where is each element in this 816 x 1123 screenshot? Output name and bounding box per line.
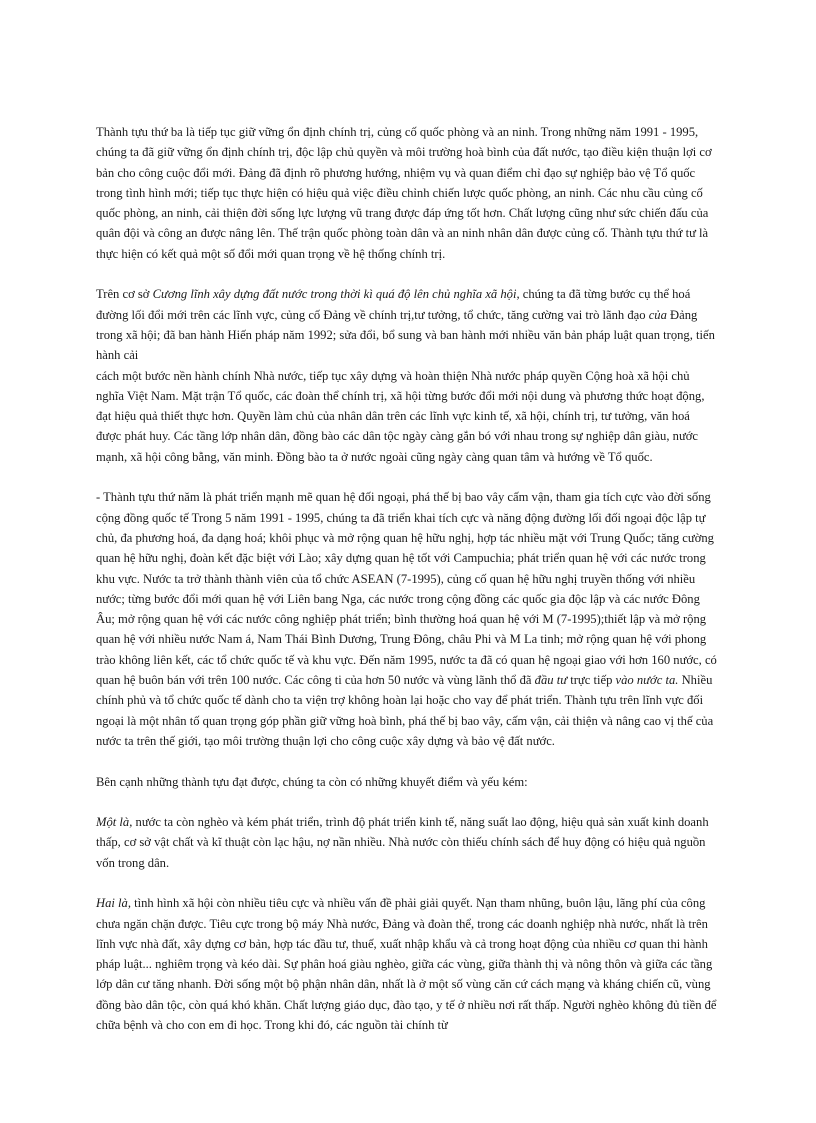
text-segment: - Thành tựu thứ năm là phát triển mạnh mẽ quan hệ đối ngoại, phá thế bị bao vây cấm vận, tham gia tích cực vào đời sống cộng đồng quốc tế Trong 5 năm 1991 - 1995, chúng ta đã triển khai tích cực và năng động đường lối đối ngoại độc lập tự chủ, đa phương hoá, đa dạng hoá; khôi phục và mở rộng quan hệ hữu nghị, hợp tác nhiều mặt với Trung Quốc; tăng cường quan hệ hữu nghị, đoàn kết đặc biệt với Lào; xây dựng quan hệ tốt với Campuchia; phát triển quan hệ với các nước trong khu vực. Nước ta trở thành thành viên của tổ chức ASEAN (7-1995), củng cố quan hệ hữu nghị truyền thống với nhiều nước; từng bước đổi mới quan hệ với Liên bang Nga, các nước trong cộng đồng các quốc gia độc lập và các nước Đông Âu; mở rộng quan hệ với các nước công nghiệp phát triển; bình thường hoá quan hệ với M (7-1995);thiết lập và mở rộng quan hệ với nhiều nước Nam á, Nam Thái Bình Dương, Trung Đông, châu Phi và M La tinh; mở rộng quan hệ với phong trào không liên kết, các tổ chức quốc tế và khu vực. Đến năm 1995, nước ta đã có quan hệ ngoại giao với hơn 160 nước, có quan hệ buôn bán với trên 100 nước. Các công ti của hơn 50 nước và vùng lãnh thổ đã [96,490,717,688]
italic-segment: của [648,307,667,322]
italic-segment: Một là, [96,815,133,830]
text-segment: cách một bước nền hành chính Nhà nước, tiếp tục xây dựng và hoàn thiện Nhà nước pháp quyền Cộng hoà xã hội chủ nghĩa Việt Nam. Mặt trận Tổ quốc, các đoàn thể chính trị, xã hội từng bước đổi mới nội dung và phương thức hoạt động, đạt hiệu quả thiết thực hơn. Quyền làm chủ của nhân dân trên các lĩnh vực kinh tế, xã hội, chính trị, tư tưởng, văn hoá được phát huy. Các tầng lớp nhân dân, đồng bào các dân tộc ngày càng gắn bó với nhau trong sự nghiệp dân giàu, nước mạnh, xã hội công bằng, văn minh. Đồng bào ta ở nước ngoài cũng ngày càng quan tâm và hướng về Tổ quốc. [96,368,705,464]
italic-segment: vào nước ta. [615,673,679,688]
italic-segment: đầu tư [534,673,568,688]
text-segment: Thành tựu thứ ba là tiếp tục giữ vững ổn định chính trị, củng cố quốc phòng và an ninh. Trong những năm 1991 - 1995, chúng ta đã giữ vững ổn định chính trị, độc lập chủ quyền và môi trường hoà bình của đất nước, tạo điều kiện thuận lợi cơ bản cho công cuộc đổi mới. Đảng đã định rõ phương hướng, nhiệm vụ và quan điểm chỉ đạo sự nghiệp bảo vệ Tổ quốc trong tình hình mới; tiếp tục thực hiện có hiệu quả việc điều chỉnh chiến lược quốc phòng, an ninh. Các nhu cầu củng cố quốc phòng, an ninh, cải thiện đời sống lực lượng vũ trang được đáp ứng tốt hơn. Chất lượng cũng như sức chiến đấu của quân đội và công an được nâng lên. Thế trận quốc phòng toàn dân và an ninh nhân dân được củng cố. Thành tựu thứ tư là thực hiện có kết quả một số đổi mới quan trọng về hệ thống chính trị. [96,125,712,261]
paragraph-thanh-tuu-thu-ba [96,122,718,264]
paragraph-cai-cach-hanh-chinh [96,366,718,467]
italic-segment: Cương lĩnh xây dựng đất nước trong thời kì quá độ lên chủ nghĩa xã hội, [152,287,520,302]
paragraph-mot-la [96,812,718,873]
text-segment: Bên cạnh những thành tựu đạt được, chúng ta còn có những khuyết điểm và yếu kém: [96,774,528,789]
paragraph-khuyet-diem-intro [96,772,718,792]
text-segment: Đảng trong xã hội; đã ban hành Hiến pháp năm 1992; sửa đổi, bổ sung và ban hành mới nhiều văn bản pháp luật quan trọng, tiến hành cải [96,307,715,363]
text-segment: Nhiều chính phủ và tổ chức quốc tế dành cho ta viện trợ không hoàn lại hoặc cho vay để phát triển. Thành tựu trên lĩnh vực đối ngoại là một nhân tố quan trọng góp phần giữ vững hoà bình, phá thế bị bao vây, cấm vận, cải thiện và nâng cao vị thế của nước ta trên thế giới, tạo môi trường thuận lợi cho công cuộc xây dựng và bảo vệ đất nước. [96,673,714,748]
paragraph-thanh-tuu-thu-nam [96,487,718,751]
text-segment: nước ta còn nghèo và kém phát triển, trình độ phát triển kinh tế, năng suất lao động, hiệu quả sản xuất kinh doanh thấp, cơ sở vật chất và kĩ thuật còn lạc hậu, nợ nần nhiều. Nhà nước còn thiếu chính sách để huy động có hiệu quả nguồn vốn trong dân. [96,815,709,870]
text-segment: tình hình xã hội còn nhiều tiêu cực và nhiều vấn đề phải giải quyết. Nạn tham nhũng, buôn lậu, lãng phí của công chưa ngăn chặn được. Tiêu cực trong bộ máy Nhà nước, Đảng và đoàn thể, trong các doanh nghiệp nhà nước, nhất là trên lĩnh vực nhà đất, xây dựng cơ bản, hợp tác đầu tư, thuế, xuất nhập khẩu và cả trong hoạt động của nhiều cơ quan thi hành pháp luật... nghiêm trọng và kéo dài. Sự phân hoá giàu nghèo, giữa các vùng, giữa thành thị và nông thôn và giữa các tầng lớp dân cư tăng nhanh. Đời sống một bộ phận nhân dân, nhất là ở một số vùng căn cứ cách mạng và kháng chiến cũ, vùng đồng bào dân tộc, còn quá khó khăn. Chất lượng giáo dục, đào tạo, y tế ở nhiều nơi rất thấp. Người nghèo không đủ tiền để chữa bệnh và cho con em đi học. Trong khi đó, các nguồn tài chính từ [96,896,717,1033]
italic-segment: Hai là, [96,896,131,911]
paragraph-hai-la [96,893,718,1035]
paragraph-tren-co-so-cuong-linh [96,284,718,365]
text-segment: chúng ta đã từng bước cụ thể hoá đường lối đổi mới trên các lĩnh vực, củng cố Đảng về chính trị,tư tưởng, tổ chức, tăng cường vai trò lãnh đạo [96,287,691,322]
text-segment: trực tiếp [567,673,616,688]
document-page [96,122,718,1056]
text-segment: Trên cơ sở [96,287,153,302]
